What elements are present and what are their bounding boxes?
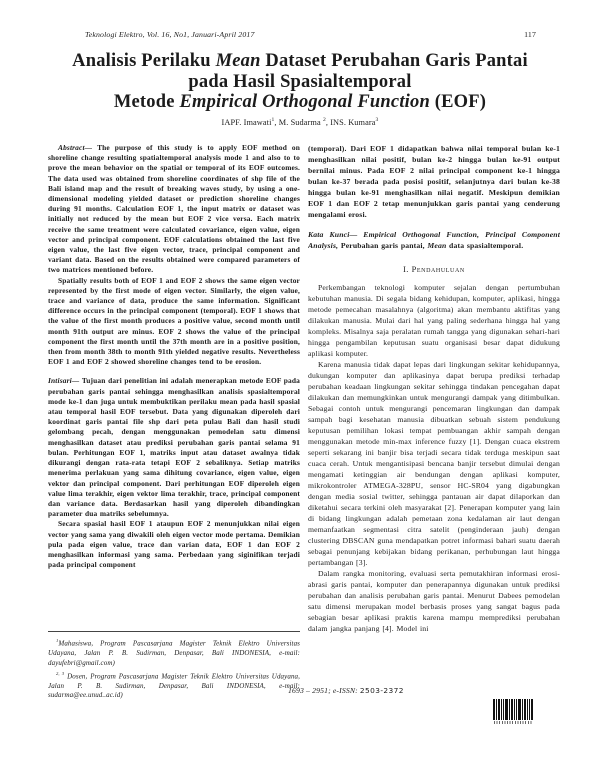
intisari-label: Intisari	[48, 376, 72, 386]
paper-title	[30, 51, 570, 113]
keywords-label: Kata Kunci—	[308, 230, 364, 239]
e-issn-number: 2503-2372	[359, 686, 404, 695]
running-header	[85, 30, 536, 39]
author-2: , M. Sudarma	[274, 117, 323, 127]
intisari-paragraph: Intisari— Tujuan dari penelitian ini adalah menerapkan metode EOF pada perubahan garis pantai sehingga menghasilkan analisis spasialtemporal mode ke-1 dan juga untuk membuktikan perilaku mean pada hasil spasial atau temporal hasil EOF tersebut. Data yang digunakan diperoleh dari koordinat garis pantai file shp dari peta pulau Bali dan hasil studi gelombang pecah, dengan menggunakan pemodelan satu dimensi menghasilkan dataset atau prediksi perubahan garis pantai selama 91 bulan. Perhitungan EOF 1, matriks input atau dataset awalnya tidak dikurangi dengan rata-rata tetapi EOF 2 sebaliknya. Setiap matriks menerima perlakuan yang sama dihitung covariance, eigen value, eigen vektor dan principal component. Dari perhitungan EOF diperoleh eigen value lima terakhir, eigen vektor lima terakhir, trace, principal component dan variance data. Berdasarkan hasil yang diperoleh dibandingkan parameter dua matriks sebelumnya.	[48, 376, 300, 519]
body-paragraph-2: Karena manusia tidak dapat lepas dari lingkungan sekitar kehidupannya, dukungan komputer dan aplikasinya dapat berupa prediksi terhadap perubahan keadaan lingkungan sekitar sehingga tindakan pencegahan dapat dilakukan dan memungkinkan untuk mengurangi dampak yang ditimbulkan. Sebagai contoh untuk mengurangi pencemaran lingkungan dan dampak sampah bagi kesehatan manusia dibuatkan sebuah sistem pendukung keputusan pemilihan lokasi tempat pembuangan akhir sampah dengan menggunakan metode min-max inference fuzzy [1]. Dengan cuaca ekstrem seperti sekarang ini banjir bisa terjadi secara tidak terduga meskipun saat cuaca cerah. Untuk mengantisipasi bencana banjir tersebut dimulai dengan mengamati ketinggian air bendungan dengan aplikasi komputer, mikrokontroler ATMEGA-328PU, sensor HC-SR04 yang digabungkan dengan media sosial twitter, sehingga pantauan air dapat dilaporkan dan diketahui secara terkini oleh masyarakat [2]. Penerapan komputer yang lain di bidang lingkungan adalah pemetaan zona kedalaman air laut dengan memanfaatkan segmentasi citra satelit (penginderaan jauh) dengan clustering DBSCAN guna mendapatkan potret informasi bahari suatu daerah sebagai penunjang kebijakan bidang perikanan, perhubungan laut hingga pertambangan [3].	[308, 360, 560, 567]
author-line	[0, 117, 600, 127]
left-column	[48, 143, 300, 701]
issn-footer	[288, 686, 404, 695]
footnote-1-mark: 1	[56, 638, 59, 644]
section-title: Pendahuluan	[411, 265, 465, 274]
intisari-paragraph-2: Secara spasial hasil EOF 1 ataupun EOF 2 menunjukkan nilai eigen vector yang sama yang diwakili oleh eigen vector mode pertama. Demikian pula pada eigen value, trace dan varian data, EOF 1 dan EOF 2 menghasilkan informasi yang sama. Perbedaan yang siginifikan terjadi pada principal component	[48, 519, 300, 570]
footnote-2: $^{2, 3}$ Dosen, Program Pascasarjana Magister Teknik Elektro Universitas Udayana, Jalan P. B. Sudirman, Denpasar, Bali INDONESIA, e-mail: sudarma@ee.unud..ac.id)	[48, 670, 300, 700]
barcode-bars	[493, 699, 533, 720]
title-line-3: Metode Empirical Orthogonal Function (EOF)	[113, 92, 487, 112]
right-column	[308, 143, 560, 701]
footnote-separator-rule	[48, 631, 300, 632]
author-2-affiliation-mark: 2	[322, 117, 326, 123]
abstract-paragraph-2: Spatially results both of EOF 1 and EOF 2 shows the same eigen vector represented by the first mode of eigen vector. Similarly, the eigen value, trace and variance of data, produce the same information. Significant difference occurs in the principal component (temporal). EOF 1 shows that the value of the first month produces a positive value, second month until month 91th output are minus. EOF 2 shows the value of the principal component the first month until the 37th month are in a positive position, then from month 38th to month 91th yielded negative results. Nevertheless EOF 1 and EOF 2 showed shoreline changes tend to be erosion.	[48, 275, 300, 367]
author-3-affiliation-mark: 3	[375, 117, 379, 123]
journal-reference: Teknologi Elektro, Vol. 16, No1, Januari-April 2017	[85, 30, 255, 39]
barcode-caption	[494, 721, 532, 724]
author-1: IAPF. Imawati	[221, 117, 272, 127]
abstract-paragraph: Abstract— The purpose of this study is to apply EOF method on shoreline change resulting spatialtemporal analysis mode 1 and also to to prove the mean behavior on the spatial or temporal of its EOF outcomes. The data used was obtained from shoreline coordinates of shp file of the Bali island map and the result of breaking waves study, by using a one-dimensional modeling yielded dataset or prediction shoreline changes during 91 months. Calculation EOF 1, the input matrix or dataset was initially not reduced by the mean but EOF 2 vice versa. Each matrix receive the same treatment were calculated covariance, eigen value, eigen vector and principal component. EOF calculations obtained the last five eigen value, the last five eigen vector, trace, principal component and variant data. Based on the results obtained were compared parameters of two matrices mentioned before.	[48, 143, 300, 275]
section-number: I.	[403, 265, 409, 274]
two-column-body	[48, 143, 560, 701]
author-3: , INS. Kumara	[325, 117, 376, 127]
body-paragraph-3: Dalam rangka monitoring, evaluasi serta pemutakhiran informasi erosi-abrasi garis pantai, komputer dan penerapannya digunakan untuk prediksi perubahan dan analisis perubahan garis pantai. Menurut Dabees pemodelan satu dimensi merupakan model berbasis proses yang sangat bagus pada sebagian besar aplikasi praktis karena mampu memprediksi perubahan dalam jangka panjang [4]. Model ini	[308, 569, 560, 633]
abstract-label: Abstract	[58, 143, 85, 152]
footnote-2-mark: 2, 3	[56, 670, 65, 676]
title-line-2: pada Hasil Spasialtemporal	[188, 71, 412, 92]
keywords-paragraph: Kata Kunci— Empirical Orthogonal Function, Principal Component Analysis, Perubahan garis pantai, Mean data spasialtemporal.	[308, 230, 560, 250]
section-heading-pendahuluan	[308, 264, 560, 275]
issn-barcode	[493, 699, 533, 724]
author-1-affiliation-mark: 1	[271, 117, 275, 123]
footnote-1: $^1$Mahasiswa, Program Pascasarjana Magister Teknik Elektro Universitas Udayana, Jalan P. B. Sudirman, Denpasar, Bali INDONESIA, e-mail: dayufebri@gmail.com)	[48, 638, 300, 667]
title-line-1: Analisis Perilaku Mean Dataset Perubahan Garis Pantai	[72, 51, 528, 71]
page-number: 117	[524, 30, 536, 39]
body-paragraph-1: Perkembangan teknologi komputer sejalan dengan pertumbuhan kebutuhan manusia. Di segala bidang kehidupan, komputer, aplikasi, hingga metode pemecahan masalahnya (algoritma) akan membantu aktifitas yang dilakukan manusia. Mulai dari hal yang paling sederhana hingga hal yang kompleks. Misalnya saja peralatan rumah tangga yang digunakan sehari-hari hingga pengambilan keputusan suatu organisasi besar dapat didukung aplikasi komputer.	[308, 283, 560, 358]
intisari-continuation-paragraph: (temporal). Dari EOF 1 didapatkan bahwa nilai temporal bulan ke-1 menghasilkan nilai positif, bulan ke-2 hingga bulan ke-91 output bernilai minus. Pada EOF 2 nilai principal component ke-1 hingga bulan ke-37 berada pada posisi positif, selanjutnya dari bulan ke-38 hingga bulan ke-91 menghasilkan nilai negatif. Meskipun demikian EOF 1 dan EOF 2 tetap menunjukkan garis pantai yang cenderung mengalami erosi.	[308, 144, 560, 219]
print-issn-text: 1693 – 2951; e-ISSN:	[288, 686, 360, 695]
